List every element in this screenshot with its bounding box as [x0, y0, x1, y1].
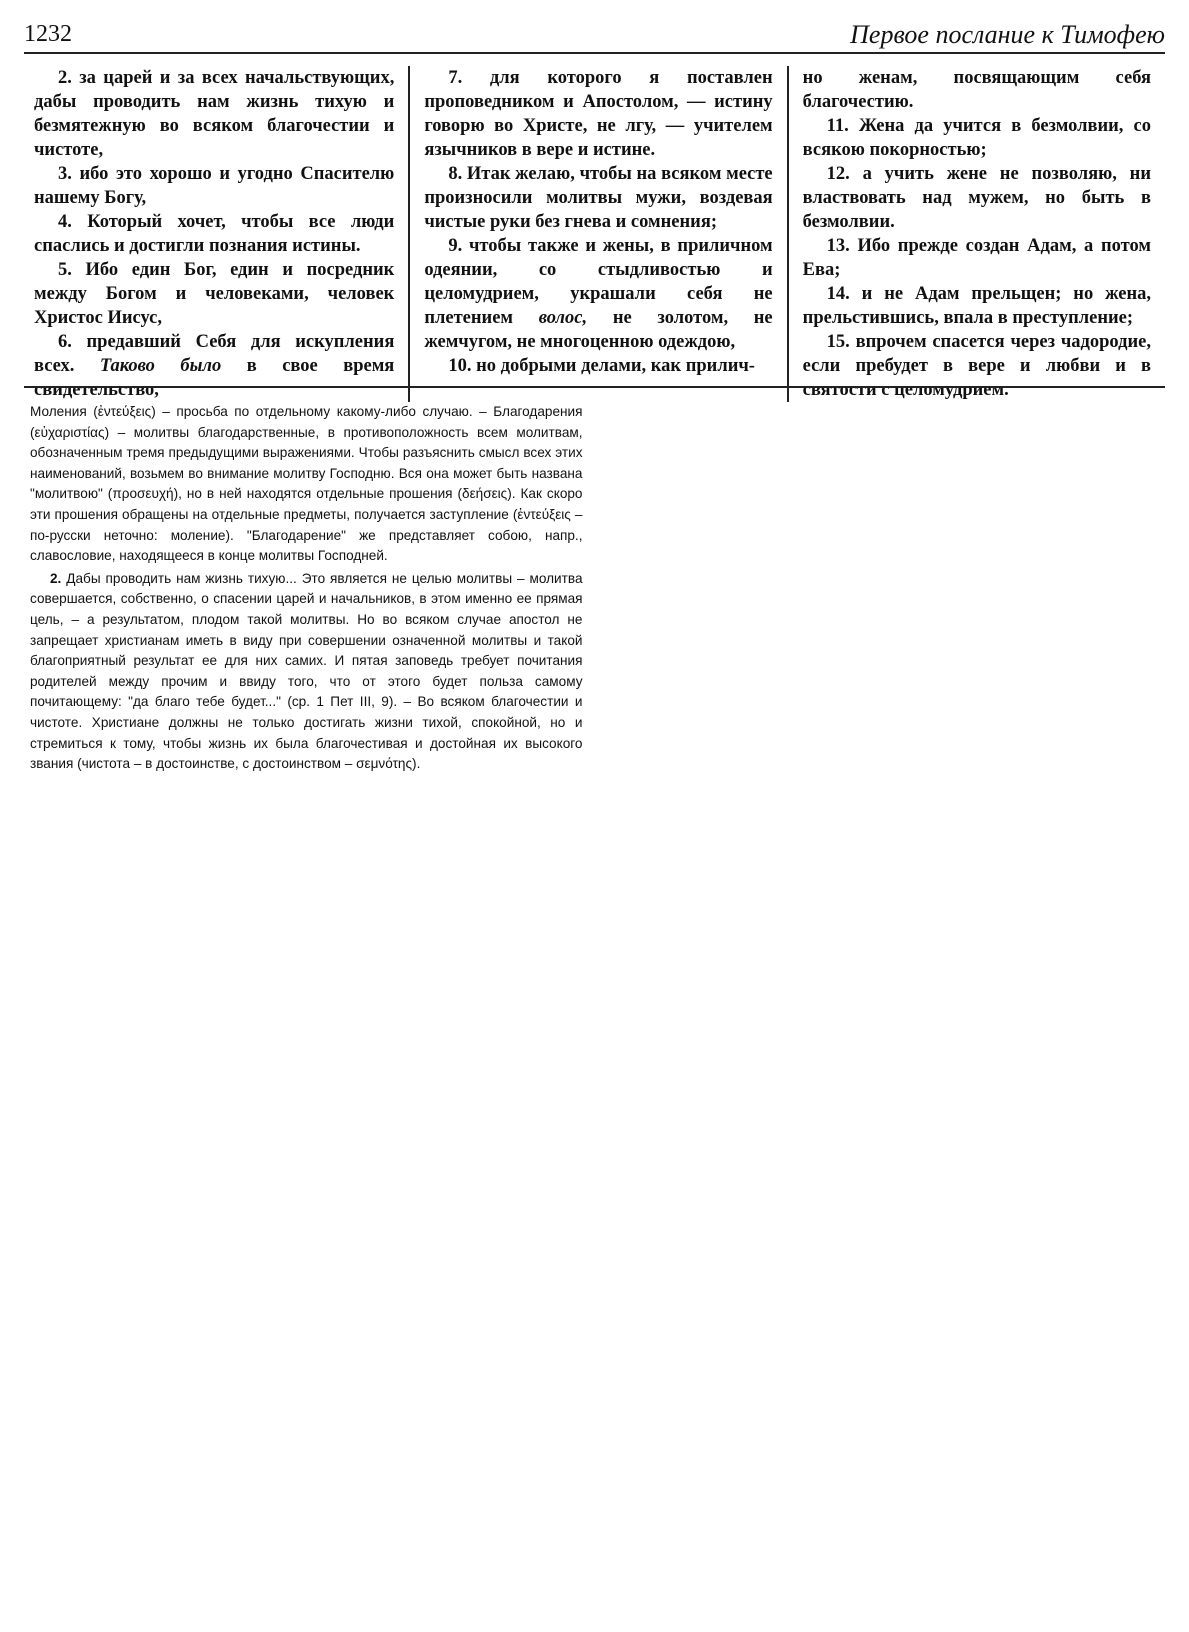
page-header	[24, 18, 1165, 54]
verse-2: 2. за царей и за всех начальствующих, дабы проводить нам жизнь тихую и безмятежную во всяком благочестии и чистоте,	[34, 68, 395, 160]
verse-10: 10. но добрыми делами, как прилич-	[448, 356, 755, 376]
scripture-verses	[30, 66, 1165, 400]
verse-5: 5. Ибо един Бог, един и посредник между Богом и человеками, человек Христос Иисус,	[34, 260, 395, 328]
verse-12: 12. а учить жене не позволяю, ни властвовать над мужем, но быть в безмолвии.	[802, 164, 1151, 232]
verse-6-tail: в свое время свидетельство,	[34, 356, 395, 400]
section-divider	[24, 386, 1165, 388]
verse-6-italic: Таково было	[99, 356, 222, 376]
page-number: 1232	[24, 21, 72, 47]
verse-6	[34, 330, 394, 402]
verse-9	[424, 234, 772, 354]
commentary	[30, 402, 1165, 1612]
verse-11: 11. Жена да учится в безмолвии, со всякою покорностью;	[802, 116, 1151, 160]
commentary-verse-2-number: 2.	[50, 570, 62, 586]
commentary-molenia: Моления (ἐντεύξεις) – просьба по отдельному какому-либо случаю. – Благодарения (εὐχαριστίας) – молитвы благодарственные, в противоположность всем молитвам, обозначенным тремя предыдущими выражениями. Чтобы разъяснить смысл всех этих наименований, возьмем во внимание молитву Господню. Вся она может быть названа "молитвою" (προσευχή), но в ней находятся отдельные прошения (δεήσεις). Как скоро эти прошения обращены на отдельные предметы, получается заступление (ἐντεύξεις – по-русски неточно: моление). "Благодарение" же представляет собою, напр., славословие, находящееся в конце молитвы Господней.	[30, 404, 583, 564]
verse-9-text: 9. чтобы также и жены, в приличном одеянии, со стыдливостью и целомудрием, украшали себя не плетением	[424, 236, 773, 328]
verses-column-3	[787, 66, 1165, 402]
verses-column-1	[30, 66, 408, 402]
verse-9-italic: волос,	[538, 308, 588, 328]
verse-15: 15. впрочем спасется через чадородие, если пребудет в вере и любви и в святости с целомудрием.	[802, 332, 1151, 400]
commentary-column-right	[613, 402, 1166, 1612]
verse-13: 13. Ибо прежде создан Адам, а потом Ева;	[802, 236, 1151, 280]
verse-4: 4. Который хочет, чтобы все люди спаслись и достигли познания истины.	[34, 212, 395, 256]
verse-7: 7. для которого я поставлен проповедником и Апостолом, — истину говорю во Христе, не лгу, — учителем язычников в вере и истине.	[424, 68, 773, 160]
verse-8: 8. Итак желаю, чтобы на всяком месте произносили молитвы мужи, воздевая чистые руки без гнева и сомнения;	[424, 164, 773, 232]
verse-3: 3. ибо это хорошо и угодно Спасителю нашему Богу,	[34, 164, 395, 208]
verse-14: 14. и не Адам прельщен; но жена, прельстившись, впала в преступление;	[802, 284, 1151, 328]
verses-column-2	[408, 66, 786, 402]
verse-10-continued: но женам, посвящающим себя благочестию.	[802, 68, 1151, 112]
verse-6-text: 6. предавший Себя для искупления всех.	[34, 332, 395, 376]
commentary-verse-2	[30, 569, 583, 775]
running-title: Первое послание к Тимофею	[850, 20, 1165, 49]
commentary-verse-2-text: Дабы проводить нам жизнь тихую... Это является не целью молитвы – молитва совершается, собственно, о спасении царей и начальников, в этом именно ее прямая цель, – а результатом, плодом такой молитвы. Но во всяком случае апостол не запрещает христианам иметь в виду при совершении означенной молитвы и такой благоприятный результат ее для них самих. И пятая заповедь требует почитания родителей между прочим и ввиду того, что от этого будет польза самому почитающему: "да благо тебе будет..." (ср. 1 Пет III, 9). – Во всяком благочестии и чистоте. Христиане должны не только достигать жизни тихой, спокойной, но и стремиться к тому, чтобы жизнь их была благочестивая и достойная их высокого звания (чистота – в достоинстве, с достоинством – σεμνότης).	[30, 570, 583, 772]
verse-9-tail: не золотом, не жемчугом, не многоценною одеждою,	[424, 308, 773, 352]
commentary-column-left	[30, 402, 583, 1612]
